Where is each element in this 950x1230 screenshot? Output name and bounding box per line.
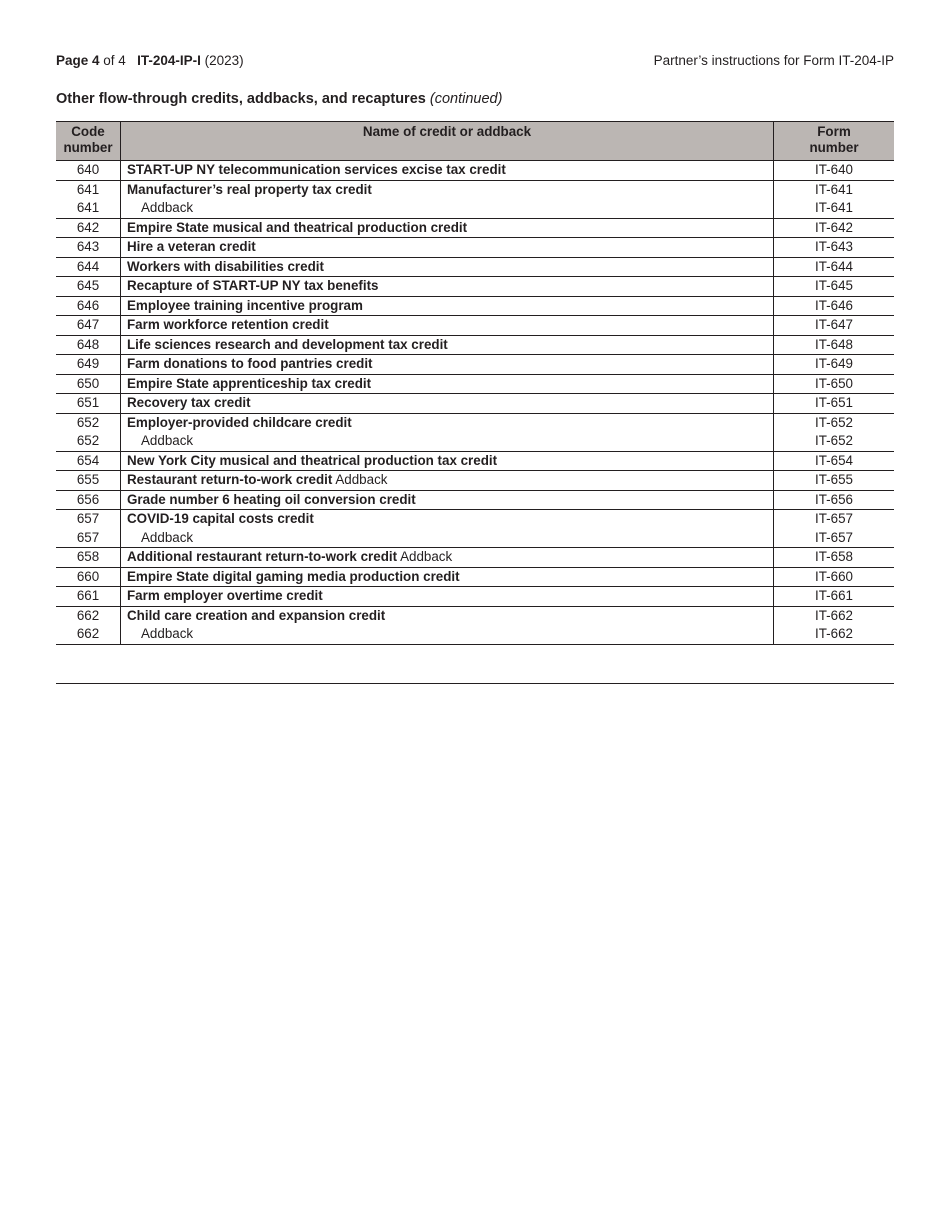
row-name: Restaurant return-to-work credit <box>127 472 333 487</box>
table-row <box>56 471 894 491</box>
row-form: IT-644 <box>774 257 895 277</box>
row-name-cell <box>121 296 774 316</box>
row-form: IT-660 <box>774 567 895 587</box>
table-row <box>56 161 894 181</box>
row-name: Empire State apprenticeship tax credit <box>127 375 372 391</box>
subrow-form: IT-657 <box>774 529 895 548</box>
row-code: 647 <box>56 316 121 336</box>
row-name: Grade number 6 heating oil conversion credit <box>127 491 416 507</box>
form-year: (2023) <box>204 53 244 68</box>
row-form: IT-652 <box>774 413 895 432</box>
row-name-cell <box>121 490 774 510</box>
row-name-cell <box>121 413 774 432</box>
row-name: Hire a veteran credit <box>127 239 256 254</box>
row-form: IT-645 <box>774 277 895 297</box>
row-name: Employer-provided childcare credit <box>127 414 352 430</box>
row-name: Empire State musical and theatrical production credit <box>127 219 468 235</box>
col-header-form <box>774 122 895 161</box>
row-code: 643 <box>56 238 121 258</box>
row-name-cell <box>121 277 774 297</box>
row-form: IT-651 <box>774 394 895 414</box>
row-form: IT-657 <box>774 510 895 529</box>
table-subrow <box>56 625 894 644</box>
row-code: 640 <box>56 161 121 181</box>
row-name: COVID-19 capital costs credit <box>127 511 314 526</box>
table-row <box>56 451 894 471</box>
row-form: IT-641 <box>774 180 895 199</box>
row-name-cell <box>121 238 774 258</box>
row-name: Empire State digital gaming media production credit <box>127 568 460 584</box>
table-row <box>56 490 894 510</box>
row-code: 645 <box>56 277 121 297</box>
row-name-cell <box>121 180 774 199</box>
table-row <box>56 548 894 568</box>
subrow-code: 657 <box>56 529 121 548</box>
row-name: Employee training incentive program <box>127 297 363 313</box>
header-right-title: Partner’s instructions for Form IT-204-IP <box>653 53 894 68</box>
row-code: 652 <box>56 413 121 432</box>
row-name-cell <box>121 567 774 587</box>
row-name-cell <box>121 161 774 181</box>
row-code: 650 <box>56 374 121 394</box>
subrow-form: IT-652 <box>774 432 895 451</box>
table-subrow <box>56 529 894 548</box>
subrow-name: Addback <box>121 529 774 548</box>
row-name: Child care creation and expansion credit <box>127 607 386 623</box>
subrow-form: IT-662 <box>774 625 895 644</box>
row-code: 655 <box>56 471 121 491</box>
col-header-name: Name of credit or addback <box>121 122 774 161</box>
table-row <box>56 277 894 297</box>
row-name: New York City musical and theatrical production tax credit <box>127 452 498 468</box>
row-code: 646 <box>56 296 121 316</box>
row-name-cell <box>121 218 774 238</box>
table-subrow <box>56 199 894 218</box>
subrow-name: Addback <box>121 199 774 218</box>
row-name: START-UP NY telecommunication services excise tax credit <box>127 162 506 177</box>
row-name-cell <box>121 257 774 277</box>
form-id: IT-204-IP-I <box>137 53 201 68</box>
page-header <box>56 53 894 68</box>
row-form: IT-646 <box>774 296 895 316</box>
table-body <box>56 161 894 645</box>
table-header-row <box>56 122 894 161</box>
col-header-form-line1: Form <box>817 124 851 139</box>
row-name-cell <box>121 355 774 375</box>
row-form: IT-648 <box>774 335 895 355</box>
row-name: Manufacturer’s real property tax credit <box>127 181 372 197</box>
row-name-cell <box>121 471 774 491</box>
row-form: IT-640 <box>774 161 895 181</box>
subrow-code: 652 <box>56 432 121 451</box>
row-code: 656 <box>56 490 121 510</box>
row-form: IT-642 <box>774 218 895 238</box>
table-row <box>56 374 894 394</box>
row-name-cell <box>121 587 774 607</box>
row-form: IT-655 <box>774 471 895 491</box>
row-form: IT-643 <box>774 238 895 258</box>
table-row <box>56 238 894 258</box>
table-row <box>56 316 894 336</box>
table-subrow <box>56 432 894 451</box>
table-row <box>56 355 894 375</box>
row-name: Life sciences research and development tax credit <box>127 336 448 352</box>
row-code: 651 <box>56 394 121 414</box>
table-row <box>56 218 894 238</box>
table-row <box>56 606 894 625</box>
row-code: 657 <box>56 510 121 529</box>
page-label: Page 4 <box>56 53 100 68</box>
col-header-form-line2: number <box>809 140 859 155</box>
row-code: 662 <box>56 606 121 625</box>
table-row <box>56 394 894 414</box>
row-form: IT-649 <box>774 355 895 375</box>
section-title <box>56 91 502 107</box>
credits-table <box>56 121 894 645</box>
row-form: IT-650 <box>774 374 895 394</box>
row-code: 648 <box>56 335 121 355</box>
row-name-suffix: Addback <box>400 549 453 564</box>
subrow-name: Addback <box>121 432 774 451</box>
row-name-cell <box>121 451 774 471</box>
row-code: 644 <box>56 257 121 277</box>
table-row <box>56 335 894 355</box>
table-row <box>56 180 894 199</box>
page-of: of 4 <box>103 53 126 68</box>
subrow-form: IT-641 <box>774 199 895 218</box>
col-header-code <box>56 122 121 161</box>
row-code: 660 <box>56 567 121 587</box>
row-name-suffix: Addback <box>335 472 388 487</box>
section-continued: (continued) <box>429 91 503 107</box>
row-code: 641 <box>56 180 121 199</box>
subrow-code: 641 <box>56 199 121 218</box>
row-name: Workers with disabilities credit <box>127 258 324 274</box>
section-title-text: Other flow-through credits, addbacks, and recaptures <box>56 91 426 107</box>
row-form: IT-656 <box>774 490 895 510</box>
row-code: 661 <box>56 587 121 607</box>
row-form: IT-654 <box>774 451 895 471</box>
row-code: 654 <box>56 451 121 471</box>
row-name: Additional restaurant return-to-work credit <box>127 549 398 564</box>
col-header-code-line1: Code <box>71 124 105 139</box>
row-form: IT-658 <box>774 548 895 568</box>
row-form: IT-661 <box>774 587 895 607</box>
row-name-cell <box>121 394 774 414</box>
row-name-cell <box>121 548 774 568</box>
row-name: Farm donations to food pantries credit <box>127 356 373 371</box>
row-code: 642 <box>56 218 121 238</box>
row-name: Recovery tax credit <box>127 395 251 410</box>
table-row <box>56 567 894 587</box>
row-code: 658 <box>56 548 121 568</box>
row-name: Farm workforce retention credit <box>127 317 329 332</box>
table-row <box>56 257 894 277</box>
subrow-code: 662 <box>56 625 121 644</box>
col-header-code-line2: number <box>63 140 113 155</box>
row-name: Recapture of START-UP NY tax benefits <box>127 278 379 293</box>
table-row <box>56 510 894 529</box>
row-name-cell <box>121 606 774 625</box>
subrow-name: Addback <box>121 625 774 644</box>
row-form: IT-647 <box>774 316 895 336</box>
bottom-rule <box>56 683 894 684</box>
table-row <box>56 296 894 316</box>
row-name: Farm employer overtime credit <box>127 588 323 603</box>
row-name-cell <box>121 335 774 355</box>
row-code: 649 <box>56 355 121 375</box>
table-row <box>56 413 894 432</box>
row-name-cell <box>121 510 774 529</box>
row-form: IT-662 <box>774 606 895 625</box>
header-left <box>56 53 244 68</box>
row-name-cell <box>121 316 774 336</box>
table-row <box>56 587 894 607</box>
row-name-cell <box>121 374 774 394</box>
